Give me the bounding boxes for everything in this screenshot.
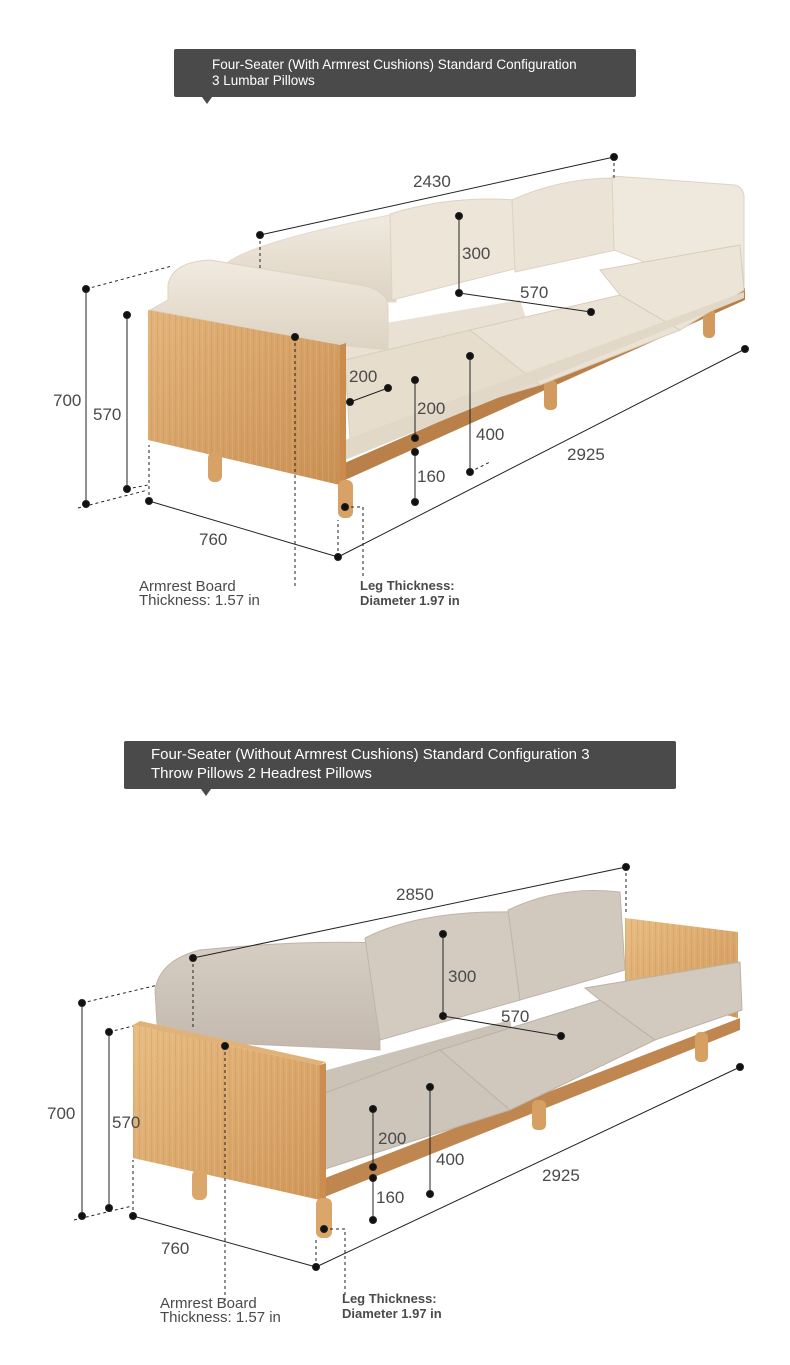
dim-armrest-to-seat: 200	[349, 367, 378, 386]
leg-thickness-note	[360, 578, 460, 608]
dim-armrest-height: 570	[112, 1113, 141, 1132]
dim-total-height: 700	[53, 391, 82, 410]
sofa-illustration	[0, 700, 790, 1365]
dim-total-depth: 760	[161, 1239, 190, 1258]
dim-seat-height: 400	[476, 425, 505, 444]
armrest-note-line-2: Thickness: 1.57 in	[139, 592, 260, 609]
armrest-note-line-2: Thickness: 1.57 in	[160, 1309, 281, 1326]
banner-line-2: 3 Lumbar Pillows	[212, 73, 315, 88]
banner-line-1: Four-Seater (With Armrest Cushions) Standard Configuration	[212, 57, 577, 72]
dim-seat-depth: 570	[520, 283, 549, 302]
leg-note-line-1: Leg Thickness:	[342, 1291, 437, 1306]
banner-line-1: Four-Seater (Without Armrest Cushions) Standard Configuration 3	[151, 746, 590, 763]
dim-backrest-height: 300	[462, 244, 491, 263]
armrest-note-line-1: Armrest Board	[139, 578, 236, 595]
dim-seat-depth: 570	[501, 1007, 530, 1026]
sofa-diagram-with-armrest-cushions	[0, 0, 790, 660]
dim-length-back: 2850	[396, 885, 434, 904]
sofa-illustration	[0, 0, 790, 660]
dim-total-length: 2925	[542, 1166, 580, 1185]
sofa-body	[133, 890, 742, 1238]
dim-seat-cushion-height: 200	[378, 1129, 407, 1148]
armrest-note-line-1: Armrest Board	[160, 1295, 257, 1312]
armrest-board-note	[139, 580, 260, 608]
armrest-board-note	[160, 1297, 281, 1325]
dim-total-length: 2925	[567, 445, 605, 464]
dim-length-back: 2430	[413, 172, 451, 191]
sofa-body	[148, 176, 745, 518]
sofa-diagram-without-armrest-cushions	[0, 700, 790, 1365]
dim-seat-cushion-height: 200	[417, 399, 446, 418]
dim-seat-height: 400	[436, 1150, 465, 1169]
dim-leg-height: 160	[376, 1188, 405, 1207]
banner-line-2: Throw Pillows 2 Headrest Pillows	[151, 765, 372, 782]
dim-total-depth: 760	[199, 530, 228, 549]
dim-leg-height: 160	[417, 467, 446, 486]
leg-note-line-2: Diameter 1.97 in	[342, 1306, 442, 1321]
leg-note-line-1: Leg Thickness:	[360, 578, 455, 593]
dim-total-height: 700	[47, 1104, 76, 1123]
dim-backrest-height: 300	[448, 967, 477, 986]
dim-armrest-height: 570	[93, 405, 122, 424]
leg-thickness-note	[342, 1291, 442, 1321]
leg-note-line-2: Diameter 1.97 in	[360, 593, 460, 608]
